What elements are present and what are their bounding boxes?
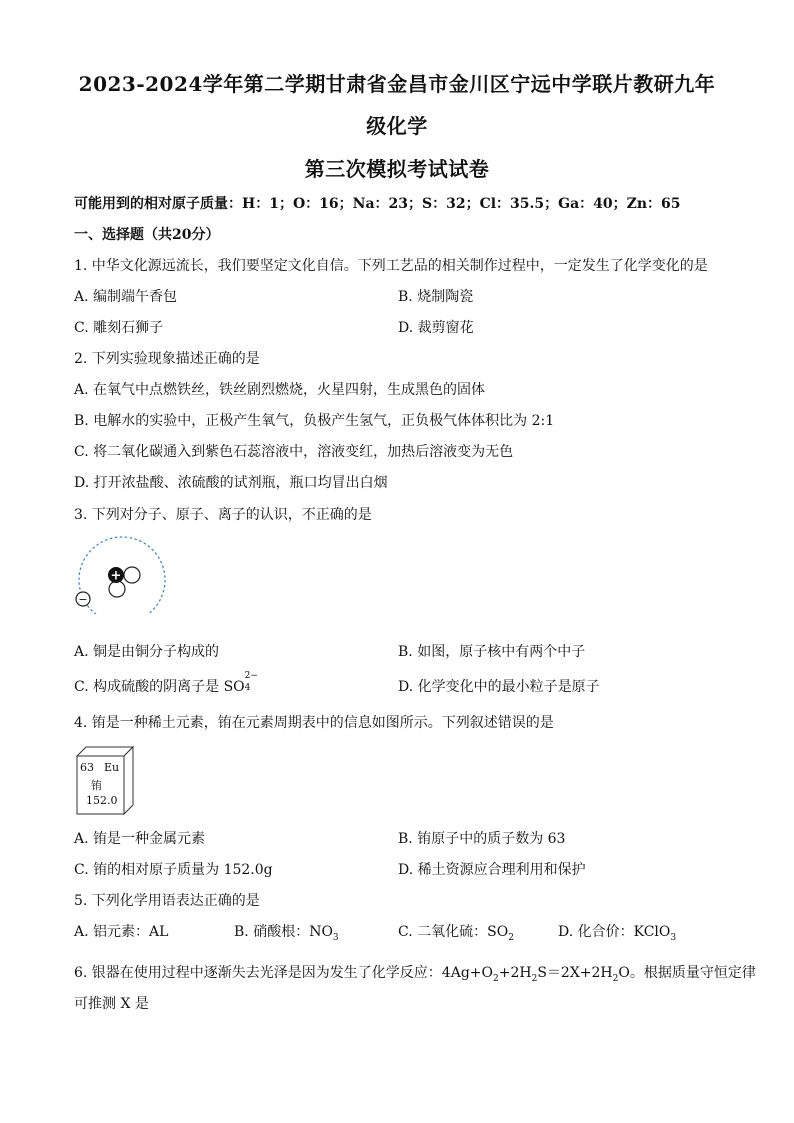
q5-option-c: C. 二氧化硫：$SO_2$ [398, 924, 514, 943]
q2-option-a: A. 在氧气中点燃铁丝，铁丝剧烈燃烧，火星四射，生成黑色的固体 [74, 382, 486, 398]
neutron-1 [124, 567, 140, 583]
section-heading: 一、选择题（共20分） [74, 227, 220, 243]
question-5-stem: 5. 下列化学用语表达正确的是 [74, 893, 260, 909]
q5-option-a: A. 铝元素：AL [74, 924, 169, 940]
exam-subtitle: 第三次模拟考试试卷 [304, 157, 490, 181]
q4-option-b: B. 铕原子中的质子数为 63 [398, 831, 566, 847]
proton-sign: + [110, 568, 122, 584]
question-6-stem: 6. 银器在使用过程中逐渐失去光泽是因为发生了化学反应：$4Ag+O_2+2H_2S=2X+2H_2O$。根据质量守恒定律 [74, 965, 756, 984]
atom-diagram [70, 534, 170, 614]
question-2-stem: 2. 下列实验现象描述正确的是 [74, 351, 260, 367]
q4-option-c: C. 铕的相对原子质量为 152.0g [74, 862, 273, 878]
cell-top-face [77, 747, 133, 756]
q2-option-d: D. 打开浓盐酸、浓硫酸的试剂瓶，瓶口均冒出白烟 [74, 475, 388, 491]
cell-side-face [124, 747, 133, 814]
q4-option-d: D. 稀土资源应合理利用和保护 [398, 862, 586, 878]
q1-option-b: B. 烧制陶瓷 [398, 289, 474, 305]
electron-sign: − [78, 593, 88, 606]
q3-option-a: A. 铜是由铜分子构成的 [74, 644, 220, 660]
q3-option-b: B. 如图，原子核中有两个中子 [398, 644, 586, 660]
sulfate-ion: SO 2− 4 [223, 671, 258, 695]
question-1-stem: 1. 中华文化源远流长，我们要坚定文化自信。下列工艺品的相关制作过程中，一定发生了化学变化的是 [74, 258, 708, 274]
q1-option-a: A. 编制端午香包 [74, 289, 178, 305]
q5-option-d: D. 化合价：KClO$_3$ [558, 924, 677, 943]
q5-option-b: B. 硝酸根：$NO_3$ [234, 924, 339, 943]
question-4-stem: 4. 铕是一种稀土元素，铕在元素周期表中的信息如图所示。下列叙述错误的是 [74, 715, 554, 731]
exam-title-line2: 级化学 [366, 114, 428, 138]
element-number: 63 [80, 761, 94, 774]
element-symbol: Eu [104, 761, 120, 774]
q1-option-d: D. 裁剪窗花 [398, 320, 474, 336]
question-3-stem: 3. 下列对分子、原子、离子的认识，不正确的是 [74, 507, 372, 523]
q2-option-c: C. 将二氧化碳通入到紫色石蕊溶液中，溶液变红，加热后溶液变为无色 [74, 444, 514, 460]
q2-option-b: B. 电解水的实验中，正极产生氧气，负极产生氢气，正负极气体体积比为 2:1 [74, 413, 555, 429]
q4-option-a: A. 铕是一种金属元素 [74, 831, 206, 847]
q1-option-c: C. 雕刻石狮子 [74, 320, 164, 336]
atomic-masses: 可能用到的相对原子质量：H：1；O：16；Na：23；S：32；Cl：35.5；Ga：40；Zn：65 [74, 196, 681, 212]
q3-option-c: C. 构成硫酸的阴离子是 SO 2− 4 [74, 671, 258, 695]
element-mass: 152.0 [86, 794, 118, 807]
question-6-stem-line2: 可推测 X 是 [74, 996, 149, 1012]
q3-option-d: D. 化学变化中的最小粒子是原子 [398, 679, 600, 695]
element-name: 铕 [91, 779, 102, 792]
exam-title-line1: 2023-2024学年第二学期甘肃省金昌市金川区宁远中学联片教研九年 [78, 72, 716, 96]
